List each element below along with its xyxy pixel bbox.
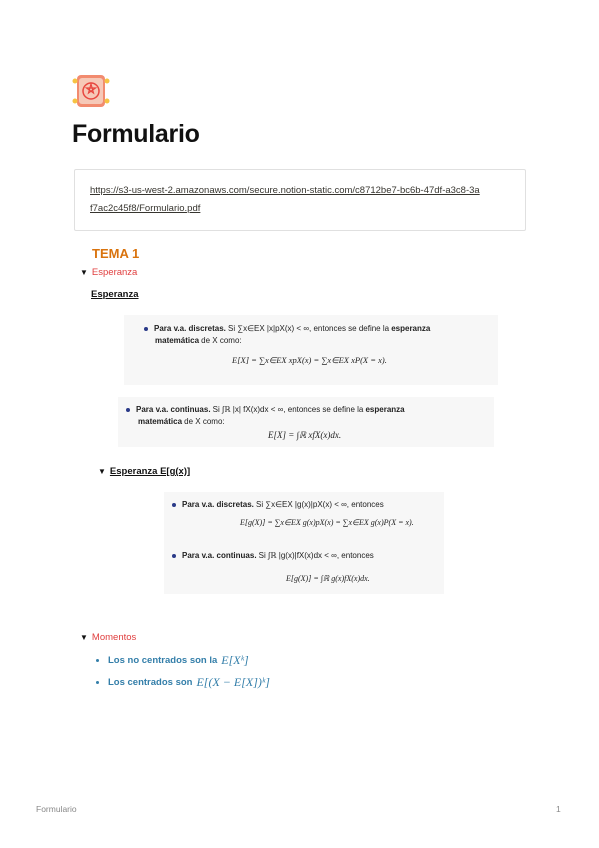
file-link-block[interactable] <box>74 169 526 231</box>
formula-line: Para v.a. discretas. Si ∑x∈EX |g(x)|pX(x) < ∞, entonces <box>172 499 384 509</box>
footer-page-number: 1 <box>556 804 561 814</box>
formula-line: Para v.a. continuas. Si ∫ℝ |g(x)|fX(x)dx < ∞, entonces <box>172 550 374 560</box>
file-link-line-1[interactable]: https://s3-us-west-2.amazonaws.com/secure.notion-static.com/c8712be7-bc6b-47df-a3c8-3a <box>90 185 480 196</box>
toggle-esperanza[interactable] <box>80 267 137 278</box>
formula-line: Para v.a. continuas. Si ∫ℝ |x| fX(x)dx < ∞, entonces se define la esperanza <box>126 404 405 414</box>
toggle-esperanza-g-label: Esperanza E[g(x)] <box>109 466 191 477</box>
triangle-down-icon[interactable]: ▼ <box>98 467 106 476</box>
notion-page-icon <box>72 72 110 110</box>
formula-equation: E[X] = ∫ℝ xfX(x)dx. <box>268 430 342 440</box>
toggle-momentos-label: Momentos <box>91 632 137 643</box>
file-link-line-2[interactable]: f7ac2c45f8/Formulario.pdf <box>90 203 201 214</box>
toggle-momentos[interactable] <box>80 632 136 643</box>
toggle-esperanza-label: Esperanza <box>91 267 138 278</box>
triangle-down-icon[interactable]: ▼ <box>80 633 88 642</box>
formula-esperanza-g <box>164 492 444 594</box>
bullet-dot-icon <box>96 659 99 662</box>
formula-equation: E[g(X)] = ∑x∈EX g(x)pX(x) = ∑x∈EX g(x)P(X = x). <box>240 518 414 527</box>
list-item: Los centrados son E[(X − E[X])ᵏ] <box>96 671 270 693</box>
bullet-dot-icon <box>144 327 148 331</box>
list-item: Los no centrados son la E[Xᵏ] <box>96 649 270 671</box>
footer-title: Formulario <box>36 804 77 814</box>
formula-equation: E[g(X)] = ∫ℝ g(x)fX(x)dx. <box>286 574 370 583</box>
bullet-dot-icon <box>172 554 176 558</box>
formula-equation: E[X] = ∑x∈EX xpX(x) = ∑x∈EX xP(X = x). <box>232 355 387 365</box>
formula-esperanza-continuas <box>118 397 494 447</box>
formula-line: matemática de X como: <box>138 417 225 426</box>
triangle-down-icon[interactable]: ▼ <box>80 268 88 277</box>
toggle-esperanza-g[interactable] <box>98 466 190 477</box>
bullet-dot-icon <box>126 408 130 412</box>
formula-line: matemática de X como: <box>155 336 242 345</box>
bullet-dot-icon <box>96 681 99 684</box>
formula-esperanza-discretas <box>124 315 498 385</box>
bullet-dot-icon <box>172 503 176 507</box>
esperanza-subheading: Esperanza <box>91 289 139 300</box>
page-title: Formulario <box>72 120 200 148</box>
formula-line: Para v.a. discretas. Si ∑x∈ΕX |x|pX(x) < ∞, entonces se define la esperanza <box>144 323 430 333</box>
momentos-list <box>96 649 270 693</box>
tema-heading: TEMA 1 <box>92 246 140 261</box>
